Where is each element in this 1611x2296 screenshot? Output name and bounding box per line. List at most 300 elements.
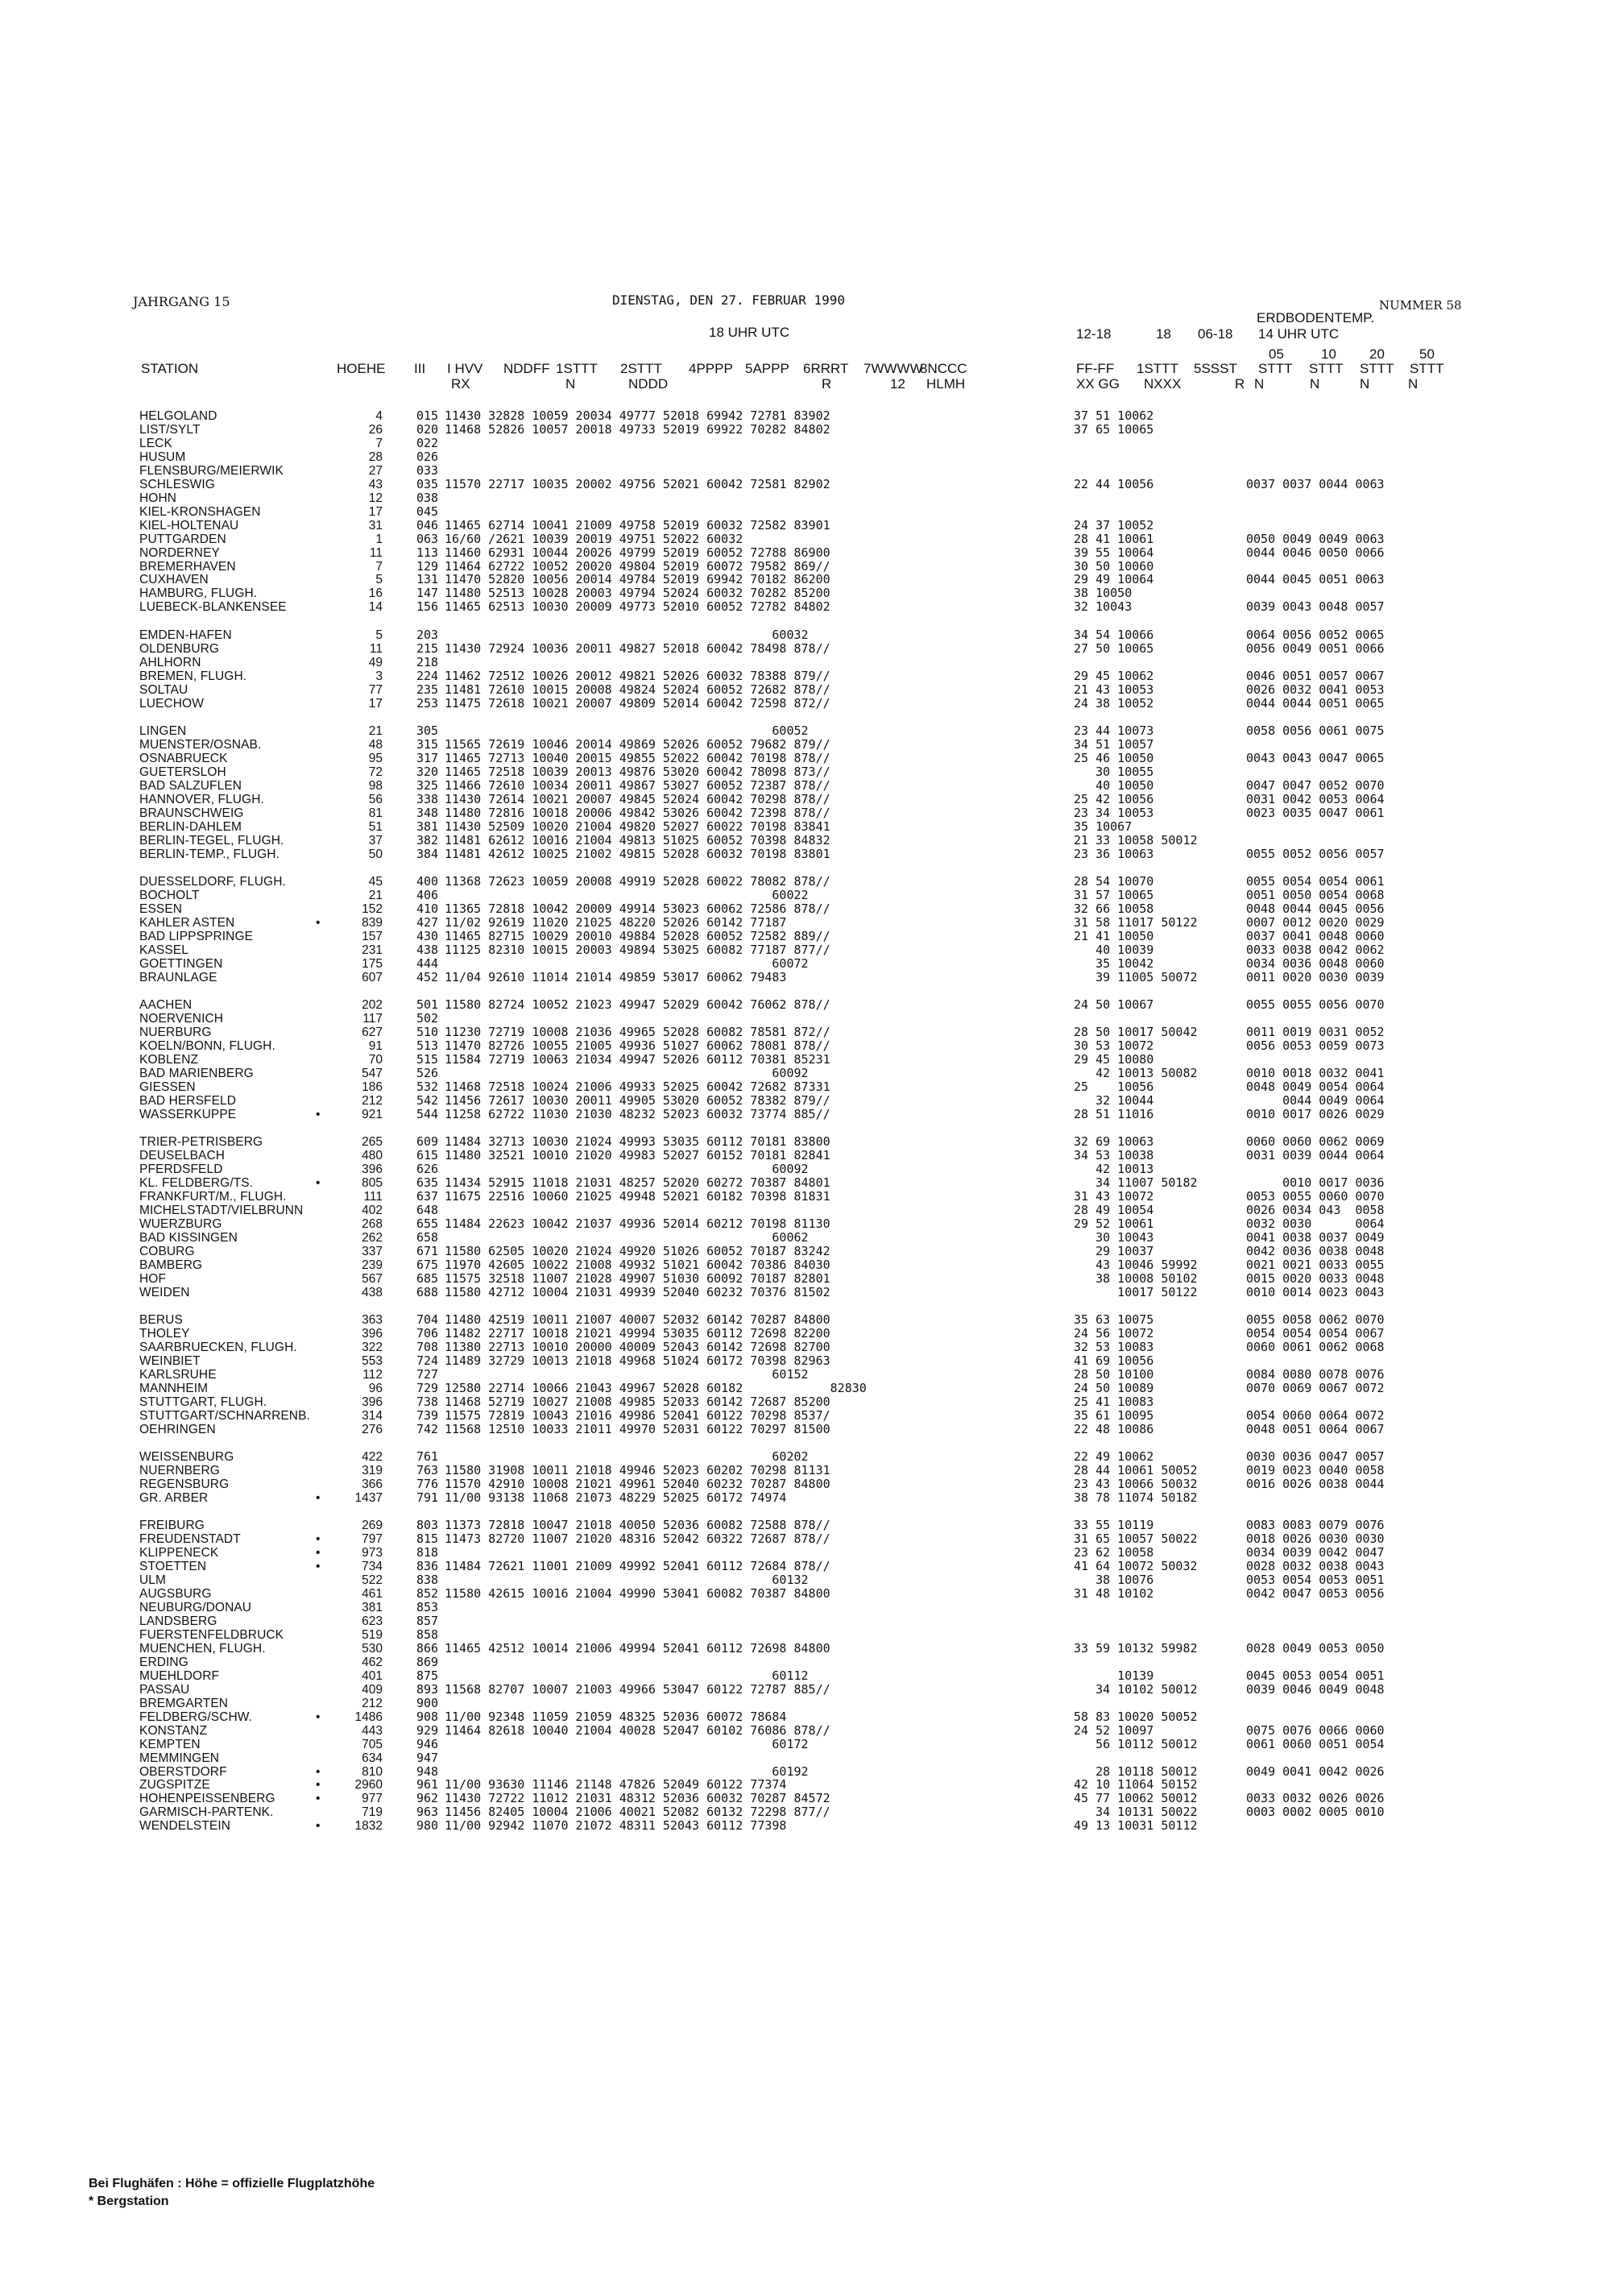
- station-id: 015: [416, 408, 439, 423]
- station-height: 265: [362, 1135, 383, 1150]
- extra-groups: 24 50 10067: [1074, 997, 1154, 1013]
- soil-temperatures: 0055 0054 0054 0061: [1246, 874, 1385, 889]
- station-height: 396: [362, 1395, 383, 1409]
- synop-groups: 60022: [445, 887, 809, 902]
- extra-groups: 42 10013: [1074, 1162, 1154, 1176]
- extra-groups: 35 61 10095: [1074, 1407, 1154, 1423]
- synop-groups: 11970 42605 10022 21008 49932 51021 60042 70386 84030: [445, 1257, 830, 1272]
- station-name: BAMBERG: [139, 1258, 203, 1272]
- station-id: 410: [416, 901, 439, 916]
- station-row: [0, 1067, 1611, 1080]
- extra-groups: 24 37 10052: [1074, 517, 1154, 533]
- soil-temperatures: 0055 0052 0056 0057: [1246, 846, 1385, 861]
- synop-groups: 11/00 92942 11070 21072 48311 52043 60112 77398: [445, 1818, 787, 1834]
- station-row: [0, 1724, 1611, 1738]
- station-height: 519: [362, 1628, 383, 1642]
- station-height: 117: [362, 1012, 383, 1026]
- soil-temperatures: 0007 0012 0020 0029: [1246, 914, 1385, 930]
- station-height: 72: [368, 765, 383, 779]
- synop-groups: 11460 62931 10044 20026 49799 52019 60052 72788 86900: [445, 545, 830, 560]
- station-name: HELGOLAND: [139, 409, 217, 423]
- extra-groups: 28 54 10070: [1074, 874, 1154, 889]
- station-height: 921: [362, 1107, 383, 1121]
- col-nddff: NDDFF: [503, 361, 550, 376]
- station-name: MUENCHEN, FLUGH.: [139, 1641, 266, 1656]
- station-row: [0, 1026, 1611, 1039]
- synop-groups: 60092: [445, 1162, 809, 1176]
- station-row: [0, 683, 1611, 697]
- range-18: 18: [1156, 326, 1171, 342]
- extra-groups: 28 49 10054: [1074, 1202, 1154, 1217]
- station-name: ERDING: [139, 1655, 188, 1669]
- station-name: FREUDENSTADT: [139, 1532, 241, 1547]
- station-id: 156: [416, 599, 439, 615]
- col-2sttt: 2STTT: [620, 361, 662, 376]
- station-height: 396: [362, 1163, 383, 1176]
- station-height: 363: [362, 1313, 383, 1327]
- station-row: [0, 1683, 1611, 1697]
- station-row: [0, 1628, 1611, 1642]
- synop-groups: 11484 72621 11001 21009 49992 52041 60112 72684 878//: [445, 1559, 830, 1574]
- station-height: 553: [362, 1353, 383, 1368]
- station-name: BREMEN, FLUGH.: [139, 669, 247, 683]
- station-name: COBURG: [139, 1244, 195, 1258]
- station-height: 212: [362, 1093, 383, 1108]
- station-name: MEMMINGEN: [139, 1751, 220, 1765]
- station-height: 319: [362, 1464, 383, 1477]
- station-id: 235: [416, 682, 439, 697]
- station-name: BOCHOLT: [139, 888, 200, 902]
- station-height: 1486: [354, 1710, 383, 1724]
- station-id: 963: [416, 1805, 439, 1820]
- synop-groups: 11465 42512 10014 21006 49994 52041 60112 72698 84800: [445, 1640, 830, 1656]
- col-8nccc: 8NCCC: [920, 361, 967, 376]
- station-name: LIST/SYLT: [139, 423, 201, 437]
- station-height: 111: [363, 1189, 383, 1204]
- extra-groups: 42 10 11064 50152: [1074, 1777, 1198, 1792]
- station-height: 1437: [354, 1490, 383, 1505]
- station-row: [0, 1108, 1611, 1121]
- station-name: FREIBURG: [139, 1519, 205, 1533]
- station-height: 212: [362, 1696, 383, 1710]
- station-id: 626: [416, 1162, 439, 1176]
- extra-groups: 38 10076: [1074, 1573, 1154, 1588]
- station-id: 020: [416, 422, 439, 437]
- station-height: 402: [362, 1203, 383, 1217]
- soil-temperatures: 0075 0076 0066 0060: [1246, 1722, 1385, 1738]
- station-row: [0, 519, 1611, 533]
- station-row: [0, 1519, 1611, 1532]
- extra-groups: 29 52 10061: [1074, 1216, 1154, 1231]
- station-row: [0, 1751, 1611, 1765]
- station-row: [0, 1450, 1611, 1464]
- soil-temperatures: 0037 0037 0044 0063: [1246, 476, 1385, 491]
- station-height: 81: [368, 806, 383, 820]
- station-id: 348: [416, 805, 439, 820]
- soil-temperatures: 0044 0046 0050 0066: [1246, 545, 1385, 560]
- col-r: R: [822, 376, 832, 392]
- depth-10: 10: [1321, 346, 1336, 362]
- station-name: GR. ARBER: [139, 1490, 209, 1505]
- station-id: 706: [416, 1326, 439, 1341]
- extra-groups: 49 13 10031 50112: [1074, 1818, 1198, 1834]
- station-id: 853: [416, 1600, 439, 1615]
- station-id: 510: [416, 1025, 439, 1039]
- synop-groups: 11475 72618 10021 20007 49809 52014 60042 72598 872//: [445, 695, 830, 711]
- station-name: NOERVENICH: [139, 1012, 224, 1026]
- station-row: [0, 586, 1611, 600]
- station-height: 522: [362, 1573, 383, 1588]
- station-row: [0, 1094, 1611, 1108]
- station-row: [0, 1642, 1611, 1656]
- station-id: 400: [416, 874, 439, 889]
- station-height: 17: [368, 696, 383, 711]
- station-name: EMDEN-HAFEN: [139, 628, 232, 642]
- station-name: HANNOVER, FLUGH.: [139, 792, 264, 806]
- synop-groups: 11430 72614 10021 20007 49845 52024 60042 70298 878//: [445, 791, 830, 806]
- extra-groups: 40 10050: [1074, 777, 1154, 793]
- station-row: [0, 779, 1611, 793]
- station-name: HUSUM: [139, 450, 186, 464]
- extra-groups: 41 69 10056: [1074, 1353, 1154, 1368]
- synop-groups: 11580 42712 10004 21031 49939 52040 60232 70376 81502: [445, 1284, 830, 1299]
- col-n-05: N: [1254, 376, 1265, 392]
- col-r2: R: [1235, 376, 1245, 392]
- synop-groups: 11480 72816 10018 20006 49842 53026 60042 72398 878//: [445, 805, 830, 820]
- station-height: 26: [368, 423, 383, 437]
- col-sttt-50: STTT: [1410, 361, 1444, 376]
- col-n-20: N: [1360, 376, 1370, 392]
- station-id: 325: [416, 777, 439, 793]
- synop-groups: 11568 82707 10007 21003 49966 53047 60122 72787 885//: [445, 1681, 830, 1697]
- extra-groups: 29 45 10080: [1074, 1051, 1154, 1067]
- station-row: [0, 806, 1611, 820]
- station-height: 627: [362, 1026, 383, 1039]
- station-height: 381: [362, 1601, 383, 1615]
- station-id: 908: [416, 1709, 439, 1724]
- station-name: BAD SALZUFLEN: [139, 778, 242, 793]
- synop-groups: 60172: [445, 1736, 809, 1751]
- station-id: 129: [416, 558, 439, 574]
- soil-temperatures: 0055 0058 0062 0070: [1246, 1312, 1385, 1327]
- station-name: BERLIN-TEGEL, FLUGH.: [139, 833, 284, 848]
- station-height: 11: [369, 545, 383, 560]
- station-id: 727: [416, 1366, 439, 1382]
- station-row: [0, 409, 1611, 423]
- synop-groups: 60072: [445, 955, 809, 971]
- station-height: 366: [362, 1477, 383, 1491]
- col-1sttt: 1STTT: [556, 361, 598, 376]
- station-name: MUENSTER/OSNAB.: [139, 737, 262, 752]
- station-row: [0, 1341, 1611, 1354]
- station-id: 671: [416, 1243, 439, 1258]
- station-row: [0, 724, 1611, 738]
- depth-20: 20: [1369, 346, 1385, 362]
- station-id: 515: [416, 1051, 439, 1067]
- soil-temperatures: 0031 0042 0053 0064: [1246, 791, 1385, 806]
- mountain-marker: •: [316, 1532, 321, 1547]
- synop-groups: 11/00 92348 11059 21059 48325 52036 60072 78684: [445, 1709, 787, 1724]
- mountain-marker: •: [316, 1546, 321, 1560]
- station-row: [0, 573, 1611, 586]
- station-height: 480: [362, 1149, 383, 1163]
- synop-groups: 11481 42612 10025 21002 49815 52028 60032 70198 83801: [445, 846, 830, 861]
- extra-groups: 28 10118 50012: [1074, 1763, 1198, 1779]
- synop-groups: 60112: [445, 1668, 809, 1683]
- station-height: 3: [375, 669, 383, 683]
- station-height: 2960: [354, 1778, 383, 1792]
- extra-groups: 29 49 10064: [1074, 572, 1154, 587]
- station-name: AUGSBURG: [139, 1587, 212, 1602]
- synop-groups: 11480 52513 10028 20003 49794 52024 60032 70282 85200: [445, 586, 830, 601]
- station-row: [0, 1409, 1611, 1423]
- station-row: [0, 916, 1611, 930]
- extra-groups: 39 11005 50072: [1074, 969, 1198, 984]
- synop-groups: 11481 62612 10016 21004 49813 51025 60052 70398 84832: [445, 832, 830, 848]
- station-id: 381: [416, 819, 439, 834]
- soil-temperatures: 0044 0045 0051 0063: [1246, 572, 1385, 587]
- station-id: 836: [416, 1559, 439, 1574]
- soil-temperatures: 0045 0053 0054 0051: [1246, 1668, 1385, 1683]
- station-name: KONSTANZ: [139, 1723, 208, 1738]
- station-name: SAARBRUECKEN, FLUGH.: [139, 1340, 297, 1354]
- synop-groups: 11570 42910 10008 21021 49961 52040 60232 70287 84800: [445, 1477, 830, 1491]
- col-n: N: [565, 376, 576, 392]
- synop-groups: 11575 32518 11007 21028 49907 51030 60092 70187 82801: [445, 1270, 830, 1286]
- extra-groups: 32 69 10063: [1074, 1134, 1154, 1150]
- synop-groups: 11568 12510 10033 21011 49970 52031 60122 70297 81500: [445, 1421, 830, 1436]
- col-nddd: NDDD: [628, 376, 669, 392]
- station-row: [0, 848, 1611, 861]
- station-id: 215: [416, 640, 439, 656]
- soil-temperatures: 0026 0034 043 0058: [1246, 1202, 1385, 1217]
- station-height: 27: [368, 463, 383, 478]
- station-name: MUEHLDORF: [139, 1668, 220, 1683]
- extra-groups: 27 50 10065: [1074, 640, 1154, 656]
- station-id: 131: [416, 572, 439, 587]
- station-name: FUERSTENFELDBRUCK: [139, 1628, 284, 1642]
- soil-temperatures: 0034 0039 0042 0047: [1246, 1545, 1385, 1560]
- station-row: [0, 1053, 1611, 1067]
- soil-temperatures: 0010 0017 0036: [1246, 1175, 1385, 1190]
- station-name: ULM: [139, 1573, 167, 1588]
- mountain-marker: •: [316, 1560, 321, 1574]
- station-name: MICHELSTADT/VIELBRUNN: [139, 1203, 304, 1217]
- synop-groups: 11470 82726 10055 21005 49936 51027 60062 78081 878//: [445, 1038, 830, 1053]
- station-id: 838: [416, 1573, 439, 1588]
- extra-groups: 30 10055: [1074, 764, 1154, 779]
- footnote-airports: Bei Flughäfen : Höhe = offizielle Flugplatzhöhe: [89, 2177, 375, 2190]
- station-id: 815: [416, 1531, 439, 1547]
- station-height: 12: [368, 491, 383, 505]
- station-name: STUTTGART, FLUGH.: [139, 1395, 267, 1409]
- station-row: [0, 1614, 1611, 1628]
- station-id: 791: [416, 1490, 439, 1505]
- station-id: 869: [416, 1654, 439, 1669]
- station-height: 91: [368, 1038, 383, 1053]
- station-height: 98: [368, 778, 383, 793]
- time-main: 18 UHR UTC: [709, 325, 790, 340]
- station-id: 444: [416, 955, 439, 971]
- station-name: PFERDSFELD: [139, 1163, 223, 1176]
- soil-temperatures: 0054 0054 0054 0067: [1246, 1326, 1385, 1341]
- station-name: FELDBERG/SCHW.: [139, 1710, 253, 1724]
- extra-groups: 31 43 10072: [1074, 1188, 1154, 1204]
- station-id: 729: [416, 1380, 439, 1395]
- station-id: 675: [416, 1257, 439, 1272]
- station-id: 893: [416, 1681, 439, 1697]
- station-row: [0, 1697, 1611, 1710]
- station-id: 948: [416, 1763, 439, 1779]
- station-name: NORDERNEY: [139, 545, 220, 560]
- station-height: 5: [375, 628, 383, 642]
- station-id: 035: [416, 476, 439, 491]
- station-id: 253: [416, 695, 439, 711]
- station-height: 797: [362, 1532, 383, 1547]
- station-height: 50: [368, 847, 383, 861]
- extra-groups: 56 10112 50012: [1074, 1736, 1198, 1751]
- soil-temperatures: 0084 0080 0078 0076: [1246, 1366, 1385, 1382]
- station-name: SOLTAU: [139, 682, 188, 697]
- station-row: [0, 1368, 1611, 1382]
- station-height: 16: [368, 586, 383, 601]
- soil-temperatures: 0042 0047 0053 0056: [1246, 1586, 1385, 1602]
- station-height: 322: [362, 1340, 383, 1354]
- station-name: STUTTGART/SCHNARRENB.: [139, 1408, 310, 1423]
- station-row: [0, 1792, 1611, 1805]
- station-name: MANNHEIM: [139, 1381, 209, 1395]
- station-height: 5: [375, 573, 383, 587]
- soil-temperatures: 0058 0056 0061 0075: [1246, 723, 1385, 738]
- station-row: [0, 875, 1611, 889]
- station-row: [0, 1669, 1611, 1683]
- station-name: GUETERSLOH: [139, 765, 226, 779]
- station-row: [0, 1204, 1611, 1217]
- station-height: 276: [362, 1422, 383, 1436]
- mountain-marker: •: [316, 915, 321, 930]
- synop-groups: 11584 72719 10063 21034 49947 52026 60112 70381 85231: [445, 1051, 830, 1067]
- soil-temperatures: 0070 0069 0067 0072: [1246, 1380, 1385, 1395]
- soil-temperatures: 0010 0017 0026 0029: [1246, 1106, 1385, 1121]
- station-row: [0, 957, 1611, 971]
- station-id: 526: [416, 1065, 439, 1080]
- synop-groups: 11/02 92619 11020 21025 48220 52026 60142 77187: [445, 914, 787, 930]
- station-name: NEUBURG/DONAU: [139, 1601, 252, 1615]
- extra-groups: 29 45 10062: [1074, 668, 1154, 683]
- col-ffff: FF-FF: [1076, 361, 1115, 376]
- station-row: [0, 1805, 1611, 1819]
- station-row: [0, 930, 1611, 943]
- station-height: 567: [362, 1271, 383, 1286]
- soil-temperatures: 0056 0049 0051 0066: [1246, 640, 1385, 656]
- extra-groups: 24 56 10072: [1074, 1326, 1154, 1341]
- station-row: [0, 1313, 1611, 1327]
- erdbodentemp-label: ERDBODENTEMP.: [1257, 310, 1375, 325]
- extra-groups: 22 48 10086: [1074, 1421, 1154, 1436]
- station-id: 038: [416, 490, 439, 505]
- station-id: 113: [416, 545, 439, 560]
- station-height: 152: [362, 901, 383, 916]
- synop-groups: 11580 31908 10011 21018 49946 52023 60202 70298 81131: [445, 1463, 830, 1477]
- extra-groups: 24 50 10089: [1074, 1380, 1154, 1395]
- station-name: KOELN/BONN, FLUGH.: [139, 1038, 275, 1053]
- station-name: DUESSELDORF, FLUGH.: [139, 875, 286, 889]
- soil-temperatures: 0064 0056 0052 0065: [1246, 627, 1385, 642]
- station-id: 305: [416, 723, 439, 738]
- station-height: 45: [368, 875, 383, 889]
- station-row: [0, 1423, 1611, 1436]
- station-name: PASSAU: [139, 1682, 190, 1697]
- station-id: 609: [416, 1134, 439, 1150]
- station-height: 623: [362, 1614, 383, 1628]
- soil-temperatures: 0034 0036 0048 0060: [1246, 955, 1385, 971]
- station-height: 239: [362, 1258, 383, 1272]
- synop-groups: 60152: [445, 1366, 809, 1382]
- synop-groups: 11430 52509 10020 21004 49820 52027 60022 70198 83841: [445, 819, 830, 834]
- station-id: 026: [416, 449, 439, 464]
- range-12-18: 12-18: [1076, 326, 1112, 342]
- synop-groups: 12580 22714 10066 21043 49967 52028 60182 82830: [445, 1380, 867, 1395]
- extra-groups: 40 10039: [1074, 942, 1154, 957]
- range-06-18: 06-18: [1198, 326, 1233, 342]
- station-name: GARMISCH-PARTENK.: [139, 1805, 274, 1820]
- synop-groups: 11482 22717 10018 21021 49994 53035 60112 72698 82200: [445, 1326, 830, 1341]
- synop-groups: 60092: [445, 1065, 809, 1080]
- station-name: BRAUNSCHWEIG: [139, 806, 244, 820]
- col-sttt-05: STTT: [1258, 361, 1293, 376]
- col-n-50: N: [1408, 376, 1418, 392]
- station-row: [0, 1395, 1611, 1409]
- station-row: [0, 1012, 1611, 1026]
- station-id: 045: [416, 504, 439, 519]
- soil-temperatures: 0053 0054 0053 0051: [1246, 1573, 1385, 1588]
- station-id: 063: [416, 531, 439, 546]
- soil-temperatures: 0042 0036 0038 0048: [1246, 1243, 1385, 1258]
- mountain-marker: •: [316, 1764, 321, 1779]
- mountain-marker: •: [316, 1710, 321, 1724]
- station-row: [0, 1382, 1611, 1395]
- extra-groups: 45 77 10062 50012: [1074, 1791, 1198, 1806]
- soil-temperatures: 0011 0020 0030 0039: [1246, 969, 1385, 984]
- station-name: KIEL-HOLTENAU: [139, 518, 239, 533]
- station-row: [0, 834, 1611, 848]
- station-name: OLDENBURG: [139, 641, 220, 656]
- soil-temperatures: 0048 0051 0064 0067: [1246, 1421, 1385, 1436]
- station-height: 96: [368, 1381, 383, 1395]
- station-height: 977: [362, 1792, 383, 1806]
- station-height: 422: [362, 1450, 383, 1465]
- synop-groups: 11480 42519 10011 21007 40007 52032 60142 70287 84800: [445, 1312, 830, 1327]
- station-row: [0, 1231, 1611, 1245]
- soil-temperatures: 0021 0021 0033 0055: [1246, 1257, 1385, 1272]
- extra-groups: 25 42 10056: [1074, 791, 1154, 806]
- soil-temperatures: 0043 0043 0047 0065: [1246, 750, 1385, 765]
- soil-temperatures: 0051 0050 0054 0068: [1246, 887, 1385, 902]
- station-row: [0, 889, 1611, 902]
- extra-groups: 58 83 10020 50052: [1074, 1709, 1198, 1724]
- station-id: 875: [416, 1668, 439, 1683]
- station-id: 218: [416, 654, 439, 669]
- station-height: 1: [375, 532, 383, 546]
- station-id: 637: [416, 1188, 439, 1204]
- extra-groups: 22 44 10056: [1074, 476, 1154, 491]
- station-id: 513: [416, 1038, 439, 1053]
- extra-groups: 31 58 11017 50122: [1074, 914, 1198, 930]
- col-12: 12: [890, 376, 905, 392]
- station-name: KL. FELDBERG/TS.: [139, 1176, 254, 1190]
- station-id: 501: [416, 997, 439, 1013]
- soil-temperatures: 0010 0014 0023 0043: [1246, 1284, 1385, 1299]
